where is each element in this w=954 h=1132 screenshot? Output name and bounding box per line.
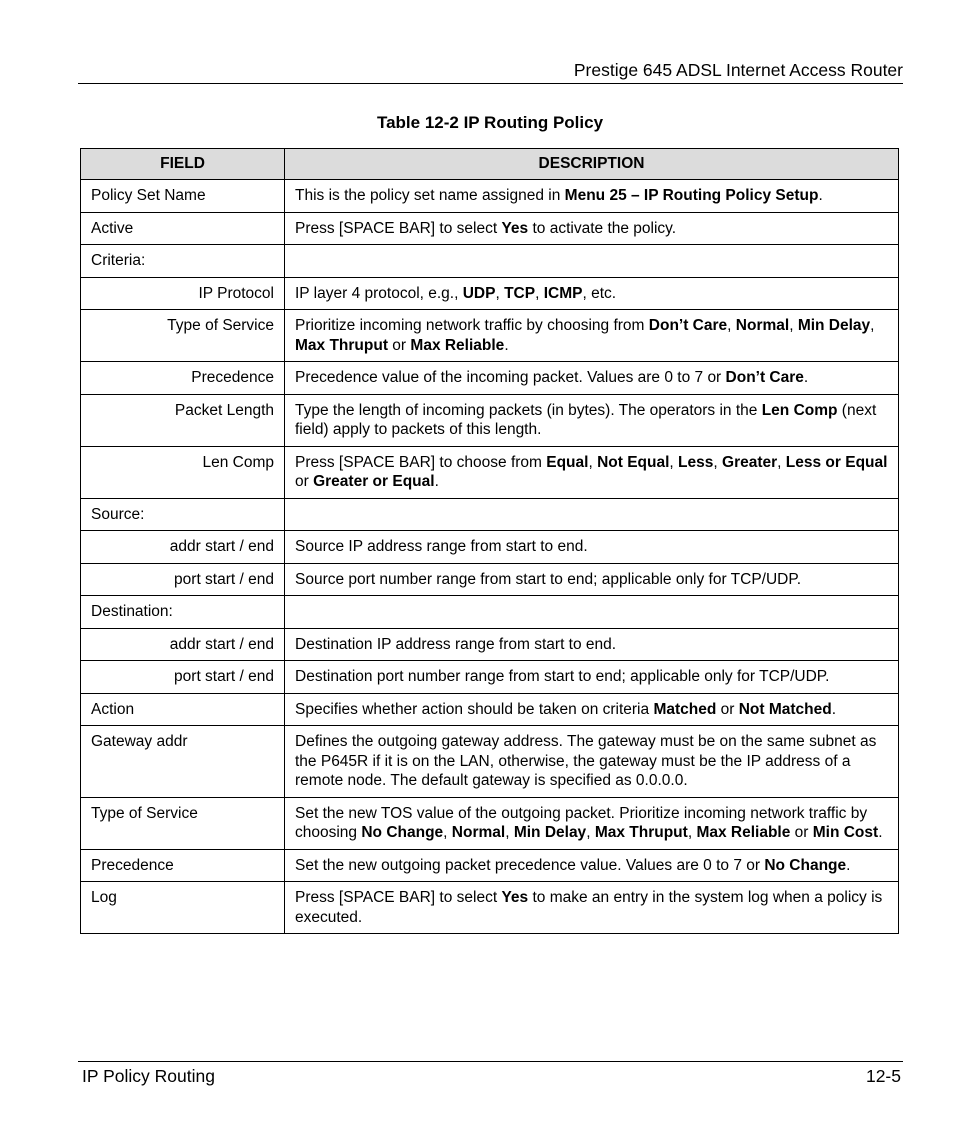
description-text: or xyxy=(790,824,813,841)
description-cell xyxy=(285,726,899,798)
description-text: . xyxy=(831,700,837,718)
description-text: . xyxy=(803,369,809,386)
table-row xyxy=(81,531,899,564)
description-text: Source port number range from start to end; applicable only for TCP/UDP. xyxy=(295,570,802,588)
description-cell xyxy=(285,362,899,395)
running-footer xyxy=(78,1061,903,1088)
description-cell xyxy=(285,661,899,694)
document-title: Prestige 645 ADSL Internet Access Router xyxy=(573,60,903,80)
footer-section-name: IP Policy Routing xyxy=(82,1066,215,1086)
description-text: or xyxy=(388,336,411,354)
description-bold-term: Max Reliable xyxy=(410,336,505,354)
description-bold-term: No Change xyxy=(361,824,444,841)
description-bold-term: Matched xyxy=(653,700,717,718)
field-cell: addr start / end xyxy=(81,531,285,564)
column-header-field: FIELD xyxy=(81,149,285,180)
table-row xyxy=(81,245,899,278)
field-cell: Gateway addr xyxy=(81,726,285,798)
description-text: , xyxy=(713,453,723,471)
description-cell xyxy=(285,310,899,362)
table-row xyxy=(81,797,899,849)
description-bold-term: Equal xyxy=(546,453,589,471)
table-body xyxy=(81,180,899,934)
table-row xyxy=(81,726,899,798)
description-bold-term: Greater xyxy=(722,453,778,471)
field-cell: Len Comp xyxy=(81,446,285,498)
description-cell xyxy=(285,849,899,882)
running-header xyxy=(78,58,903,84)
description-text: to make an entry in the system log when a policy is executed. xyxy=(295,889,883,926)
field-cell: IP Protocol xyxy=(81,277,285,310)
table-row xyxy=(81,596,899,629)
table-row xyxy=(81,277,899,310)
description-cell xyxy=(285,277,899,310)
description-text: or xyxy=(295,473,314,490)
description-bold-term: Yes xyxy=(501,219,529,237)
description-text: . xyxy=(878,824,883,841)
description-bold-term: Min Delay xyxy=(513,824,587,841)
description-cell xyxy=(285,245,899,278)
description-text: Type the length of incoming packets (in bytes). The operators in the xyxy=(295,401,762,419)
description-text: , xyxy=(789,317,798,334)
description-bold-term: UDP xyxy=(462,284,496,302)
page-number: 12-5 xyxy=(865,1066,901,1086)
table-header-row xyxy=(81,149,899,180)
description-bold-term: Less xyxy=(678,453,714,471)
column-header-description: DESCRIPTION xyxy=(285,149,899,180)
description-text: , xyxy=(495,284,505,302)
field-cell: Type of Service xyxy=(81,310,285,362)
description-text: This is the policy set name assigned in xyxy=(295,187,565,204)
description-text: to activate the policy. xyxy=(528,219,677,237)
table-row xyxy=(81,498,899,531)
table-row xyxy=(81,849,899,882)
field-cell: addr start / end xyxy=(81,628,285,661)
description-cell xyxy=(285,596,899,629)
description-text: , xyxy=(588,453,598,471)
description-text: . xyxy=(434,473,439,490)
field-cell: Destination: xyxy=(81,596,285,629)
description-text: , xyxy=(443,824,452,841)
description-text: , xyxy=(669,453,679,471)
description-cell xyxy=(285,394,899,446)
table-row xyxy=(81,362,899,395)
description-bold-term: Max Reliable xyxy=(696,824,791,841)
field-cell: port start / end xyxy=(81,661,285,694)
description-cell xyxy=(285,446,899,498)
description-text: Precedence value of the incoming packet. Values are 0 to 7 or xyxy=(295,369,726,386)
description-cell xyxy=(285,628,899,661)
description-bold-term: Normal xyxy=(735,317,790,334)
description-text: , xyxy=(586,824,595,841)
description-cell xyxy=(285,693,899,726)
description-text: IP layer 4 protocol, e.g., xyxy=(295,284,463,302)
description-bold-term: Greater or Equal xyxy=(313,473,435,490)
description-cell xyxy=(285,498,899,531)
field-cell: Precedence xyxy=(81,849,285,882)
description-cell xyxy=(285,797,899,849)
description-bold-term: Min Delay xyxy=(797,317,871,334)
description-text: . xyxy=(818,187,823,204)
description-text: Set the new TOS value of the outgoing packet. Prioritize incoming network traffic by choosing xyxy=(295,804,868,841)
description-text: Source IP address range from start to end. xyxy=(295,538,588,555)
description-bold-term: Not Equal xyxy=(597,453,670,471)
description-text: Set the new outgoing packet precedence value. Values are 0 to 7 or xyxy=(295,856,765,874)
description-bold-term: Don’t Care xyxy=(648,317,728,334)
description-cell xyxy=(285,531,899,564)
field-cell: Type of Service xyxy=(81,797,285,849)
table-caption: Table 12-2 IP Routing Policy xyxy=(376,113,604,132)
field-cell: Criteria: xyxy=(81,245,285,278)
description-cell xyxy=(285,882,899,934)
description-cell xyxy=(285,212,899,245)
ip-routing-policy-table xyxy=(80,148,899,934)
field-cell: Source: xyxy=(81,498,285,531)
description-bold-term: Max Thruput xyxy=(594,824,688,841)
description-bold-term: Menu 25 – IP Routing Policy Setup xyxy=(564,187,819,204)
description-text: , xyxy=(777,453,786,471)
description-bold-term: Don’t Care xyxy=(725,369,804,386)
description-bold-term: ICMP xyxy=(543,284,583,302)
description-text: Destination port number range from start to end; applicable only for TCP/UDP. xyxy=(295,668,830,685)
field-cell: Precedence xyxy=(81,362,285,395)
description-text: Destination IP address range from start to end. xyxy=(295,635,617,653)
description-bold-term: No Change xyxy=(764,856,847,874)
description-bold-term: Len Comp xyxy=(761,401,838,419)
field-cell: port start / end xyxy=(81,563,285,596)
description-bold-term: Max Thruput xyxy=(295,336,388,354)
description-text: , etc. xyxy=(582,284,617,302)
description-text: Press [SPACE BAR] to choose from xyxy=(295,453,547,471)
table-row xyxy=(81,693,899,726)
description-text: . xyxy=(504,336,509,354)
description-bold-term: Less or Equal xyxy=(785,453,888,471)
table-row xyxy=(81,310,899,362)
table-row xyxy=(81,628,899,661)
field-cell: Active xyxy=(81,212,285,245)
description-text: Prioritize incoming network traffic by choosing from xyxy=(295,317,649,334)
description-text: . xyxy=(846,856,851,874)
description-text: , xyxy=(727,317,736,334)
description-bold-term: TCP xyxy=(504,284,536,302)
table-row xyxy=(81,446,899,498)
description-text: Defines the outgoing gateway address. The gateway must be on the same subnet as the P645R if it is on the LAN, otherwise, the gateway must be the IP address of a remote node. The default gateway is specified as 0.0.0.0. xyxy=(295,733,877,789)
description-text: , xyxy=(870,317,875,334)
description-bold-term: Not Matched xyxy=(738,700,832,718)
field-cell: Policy Set Name xyxy=(81,180,285,213)
table-row xyxy=(81,180,899,213)
description-text: Specifies whether action should be taken on criteria xyxy=(295,700,654,718)
field-cell: Action xyxy=(81,693,285,726)
description-bold-term: Yes xyxy=(501,889,529,906)
table-row xyxy=(81,882,899,934)
description-text: , xyxy=(535,284,544,302)
table-row xyxy=(81,661,899,694)
description-text: , xyxy=(687,824,697,841)
field-cell: Log xyxy=(81,882,285,934)
table-row xyxy=(81,563,899,596)
description-text: (next field) apply to packets of this length. xyxy=(295,401,877,438)
description-text: Press [SPACE BAR] to select xyxy=(295,889,502,906)
description-text: Press [SPACE BAR] to select xyxy=(295,219,502,237)
table-row xyxy=(81,212,899,245)
description-text: , xyxy=(505,824,514,841)
description-text: or xyxy=(716,700,739,718)
description-bold-term: Min Cost xyxy=(812,824,879,841)
table-row xyxy=(81,394,899,446)
description-cell xyxy=(285,563,899,596)
field-cell: Packet Length xyxy=(81,394,285,446)
description-cell xyxy=(285,180,899,213)
description-bold-term: Normal xyxy=(451,824,506,841)
